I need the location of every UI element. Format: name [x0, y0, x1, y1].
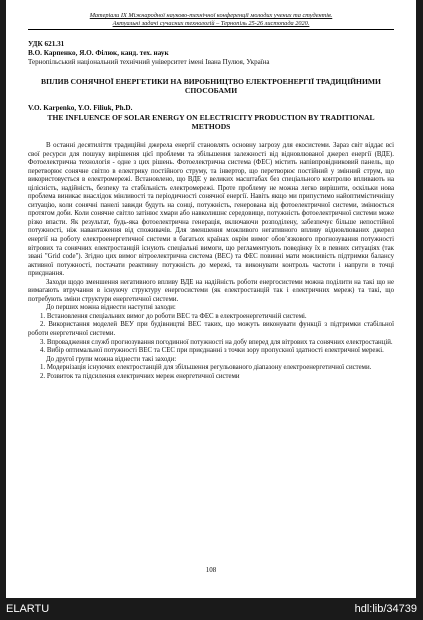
header-line-2: Актуальні задачі сучасних технологій – Тернопіль 25-26 листопада 2020.	[112, 20, 310, 27]
document-page	[6, 0, 416, 598]
list-intro: До перших можна віднести наступні заходи:	[46, 304, 176, 312]
running-header	[28, 12, 394, 30]
list-intro: До другої групи можна віднести такі заходи:	[46, 355, 177, 363]
article-body	[28, 142, 394, 381]
list-item: 2. Використання моделей ВЕУ при будівництві ВЕС таких, що можуть виконувати функції з підтримки стабільної роботи енергетичної системи.	[28, 321, 394, 338]
title-en: THE INFLUENCE OF SOLAR ENERGY ON ELECTRICITY PRODUCTION BY TRADITIONAL METHODS	[47, 113, 375, 131]
authors-ua: В.О. Карпенко, Я.О. Філюк, канд. тех. наук	[28, 49, 169, 57]
udk-code: УДК 621.31	[28, 40, 65, 48]
page-number: 108	[205, 566, 217, 574]
title-ua: ВПЛИВ СОНЯЧНОЇ ЕНЕРГЕТИКИ НА ВИРОБНИЦТВО ЕЛЕКТРОЕНЕРГІЇ ТРАДИЦІЙНИМИ СПОСОБАМИ	[41, 77, 381, 95]
authors-en: V.O. Karpenko, Y.O. Filiuk, Ph.D.	[28, 104, 133, 112]
list-item: 2. Розвиток та підсилення електричних мереж енергетичної системи	[40, 372, 240, 380]
paragraph: Заходи щодо зменшення негативного впливу ВДЕ на надійність роботи енергосистеми можна поділити на такі що не вимагають втручання в існуючу структуру енергосистеми (як електростанцій так і електричних мереж) та такі, що потребують зміни структури енергетичної системи.	[28, 278, 394, 303]
list-item: 1. Модернізація існуючих електростанцій для збільшення регульованого діапазону електроенергетичної системи.	[40, 364, 372, 372]
paragraph: В останні десятиліття традиційні джерела енергії становлять основну загрозу для екосистеми. Зараз світ віддає всі свої ресурси для пошуку вирішення цієї проблеми та збільшення залежності від відновлюваної джерел енергії (ВДЕ). Фотоелектрична технологія - одне з цих рішень. Фотоелектрична система (ФЕС) містить напівпровідниковий панель, що перетворює сонячне світло в електрику постійного струму, та інвертор, що перетворює постійний у змінний струм, що використовується в електромережі. Встановлено, що ВДЕ у великих масштабах без спеціального контролю впливають на цілісність, надійність, безпеку та стабільність електромережі. Проте проблему не можна легко вирішити, оскільки нова проблема виникає внаслідок мінливості та періодичності сонячної енергії. Навіть якщо ми припустимо найоптимістичнішу ситуацію, коли сонячні панелі завжди будуть на сонці, потужність, генерована від фотоелектричної системи, змінюється протягом доби. Коли сонячне світло затінює хмари або навколишнє середовище, потужність фотоелектричної системи може різко впасти. Як результат, будь-яка фотоелектрична генерація, включаючи розподілену, забезпечує більше непостійної потужності, ніж навантаження від споживачів. Для зменшення можливого негативного впливу відновлюваних джерел енергії на роботу електроенергетичної системи в багатьох країнах окрім вимог обов’язкового прогнозування потужності вітрових та сонячних електростанцій існують спеціальні вимоги, що регламентують поведінку їх в певних ситуаціях (так звані "Grid code"). Згідно цих вимог вітроелектрична система (ВЕС) та ФЕС повинні мати можливість підтримки балансу активної потужності, постачати реактивну потужність до мережі, та виконувати контроль частоти і напруги в точці приєднання.	[28, 142, 394, 278]
header-line-1: Матеріали IX Міжнародної науково-технічної конференції молодих учених та студентів.	[89, 12, 333, 19]
affiliation: Тернопільський національний технічний університет імені Івана Пулюя, Україна	[28, 58, 270, 66]
repository-label: ELARTU	[6, 603, 50, 615]
list-item: 3. Впровадження служб прогнозування погодинної потужності на добу вперед для вітрових та сонячних електростанцій.	[40, 338, 393, 346]
footer-bar	[0, 598, 423, 620]
list-item: 4. Вибір оптимальної потужності ВЕС та СЕС при приєднанні з точки зору пропускної здатності електричної мережі.	[40, 347, 384, 355]
handle-label: hdl:lib/34739	[354, 603, 417, 615]
list-item: 1. Встановлення спеціальних вимог до роботи ВЕС та ФЕС в електроенергетичній системі.	[40, 312, 307, 320]
